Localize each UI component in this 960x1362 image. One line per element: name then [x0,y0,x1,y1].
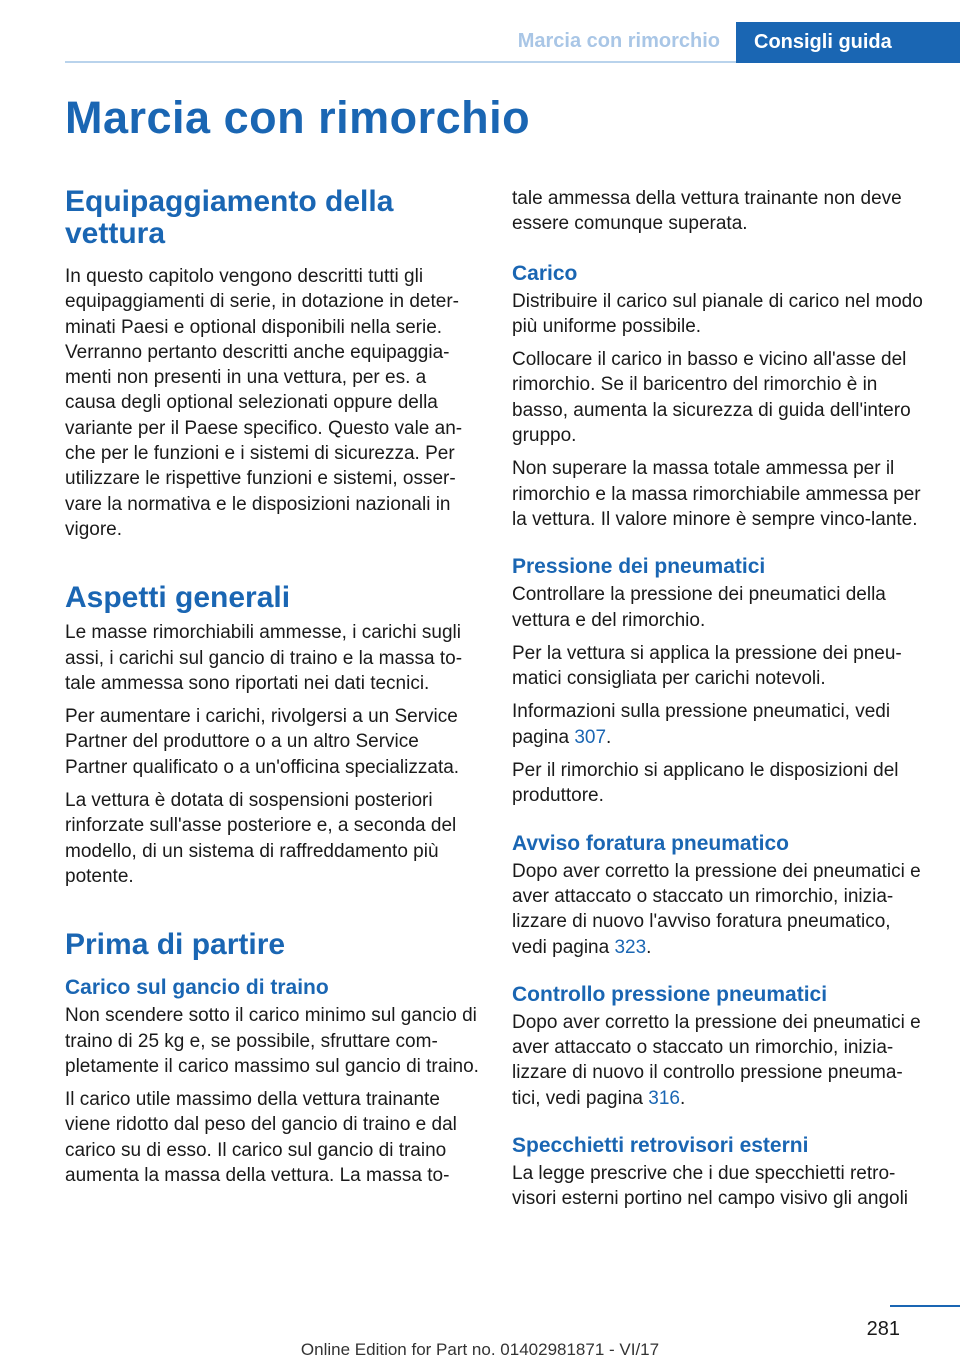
paragraph-pressure-4: Per il rimorchio si applicano le disposizioni del produttore. [512,760,899,807]
paragraph-continued: tale ammessa della vettura trainante non deve essere comunque superata. [512,188,902,235]
period: . [606,726,612,748]
heading-tire-pressure: Pressione dei pneumatici [512,555,766,579]
paragraph-load-3: Non superare la massa totale ammessa per il rimorchio e la massa rimorchiabile ammessa per la vettura. Il valore minore è sempre vinco‐lante. [512,458,921,530]
page-link-307[interactable]: 307 [574,726,607,748]
paragraph-pressure-2: Per la vettura si applica la pressione dei pneu‐matici consigliata per carichi notevoli. [512,642,902,690]
right-column [512,186,927,1220]
paragraph-equipment: In questo capitolo vengono descritti tutti gli equipaggiamenti di serie, in dotazione in deter‐minati Paesi e optional disponibili nella serie. Verranno pertanto descritti anche equipaggia‐menti non presenti in una vettura, per es. a causa degli optional selezionati oppure della variante per il Paese specifico. Questo vale an‐che per le funzioni e i sistemi di sicurezza. Per utilizzare le rispettive funzioni e sistemi, osser‐vare la normativa e le disposizioni nazionali in vigore. [65,266,463,540]
heading-before-departure: Prima di partire [65,928,286,962]
paragraph-load-1: Distribuire il carico sul pianale di carico nel modo più uniforme possibile. [512,290,923,337]
paragraph-mirrors: La legge prescrive che i due specchietti retro‐visori esterni portino nel campo visivo gli angoli [512,1163,909,1210]
page-number: 281 [866,1318,900,1340]
heading-exterior-mirrors: Specchietti retrovisori esterni [512,1134,809,1158]
paragraph-general-2: Per aumentare i carichi, rivolgersi a un Service Partner del produttore o a un altro Service Partner qualificato o a un'officina specializzata. [65,706,460,778]
flat-tire-text: Dopo aver corretto la pressione dei pneumatici e aver attaccato o staccato un rimorchio, inizia‐lizzare di nuovo l'avviso foratura pneumatico, vedi pagina [512,860,921,958]
heading-equipment: Equipaggiamento della vettura [65,185,394,250]
heading-load: Carico [512,261,578,285]
pressure-ref-text: Informazioni sulla pressione pneumatici, vedi pagina [512,701,891,748]
heading-hitch-load: Carico sul gancio di traino [65,976,329,1000]
paragraph-flat-tire [512,859,927,960]
paragraph-general-1: Le masse rimorchiabili ammesse, i carichi sugli assi, i carichi sul gancio di traino e la massa to‐tale ammessa sono riportati nei dati tecnici. [65,622,463,694]
pressure-monitor-text: Dopo aver corretto la pressione dei pneumatici e aver attaccato o staccato un rimorchio, inizia‐lizzare di nuovo il controllo pressione pneuma‐tici, vedi pagina [512,1011,921,1109]
paragraph-pressure-monitor [512,1010,927,1111]
period: . [646,936,652,958]
paragraph-hitch-2: Il carico utile massimo della vettura trainante viene ridotto dal peso del gancio di traino e dal carico su di esso. Il carico sul gancio di traino aumenta la massa della vettura. La massa to‐ [65,1089,457,1187]
paragraph-general-3: La vettura è dotata di sospensioni posteriori rinforzate sull'asse posteriore e, a seconda del modello, di un sistema di raffreddamento più potente. [65,790,457,887]
left-column [65,186,480,1196]
page-link-316[interactable]: 316 [648,1087,680,1109]
footer-rule [890,1305,960,1307]
page-title: Marcia con rimorchio [65,92,531,143]
page-link-323[interactable]: 323 [614,936,647,958]
paragraph-pressure-1: Controllare la pressione dei pneumatici della vettura e del rimorchio. [512,584,886,631]
header-chapter-tab: Consigli guida [736,22,960,63]
heading-general: Aspetti generali [65,581,291,615]
header-section-title: Marcia con rimorchio [517,30,720,52]
paragraph-pressure-3 [512,699,927,750]
paragraph-hitch-1: Non scendere sotto il carico minimo sul gancio di traino di 25 kg e, se possibile, sfruttare com‐pletamente il carico massimo sul gancio di traino. [65,1005,479,1077]
heading-flat-tire-warning: Avviso foratura pneumatico [512,831,789,855]
period: . [679,1087,686,1109]
paragraph-load-2: Collocare il carico in basso e vicino all'asse del rimorchio. Se il baricentro del rimorchio è in basso, aumenta la sicurezza di guida dell'intero gruppo. [512,349,911,447]
footer-edition: Online Edition for Part no. 01402981871 - VI/17 [300,1340,660,1359]
heading-tire-pressure-monitor: Controllo pressione pneumatici [512,982,828,1006]
